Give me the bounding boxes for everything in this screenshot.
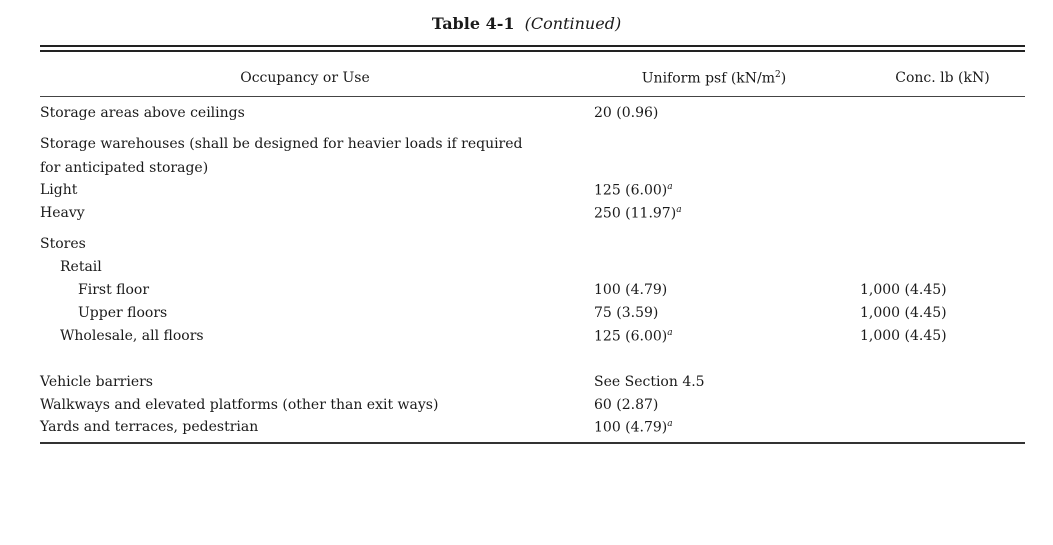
uniform-value: 125 (6.00) [594,328,668,345]
uniform-value: 20 (0.96) [594,105,659,121]
row-use: Storage areas above ceilings [40,105,245,121]
uniform-value: 100 (4.79) [594,419,668,436]
table-continued-label: (Continued) [524,14,622,33]
row-uniform [594,283,667,297]
row-conc: 1,000 (4.45) [860,305,947,321]
header-uniform-text: Uniform psf (kN/m [641,70,776,87]
row-conc: 1,000 (4.45) [860,282,947,298]
header-uniform-superscript: 2 [775,70,781,80]
top-rule-second [40,50,1025,52]
uniform-value: 125 (6.00) [594,182,668,199]
row-use: First floor [78,282,150,298]
uniform-value: 60 (2.87) [594,397,659,413]
row-uniform [594,306,658,320]
row-conc: 1,000 (4.45) [860,328,947,344]
header-uniform-close: ) [780,70,787,87]
uniform-value: 250 (11.97) [594,205,677,222]
row-uniform [594,420,673,435]
row-uniform [594,329,673,344]
row-use: Retail [60,259,102,275]
header-uniform [594,70,834,87]
row-use: Heavy [40,205,85,221]
uniform-value: 75 (3.59) [594,305,659,321]
table-number: Table 4-1 [431,14,515,33]
header-occupancy: Occupancy or Use [240,70,370,86]
bottom-rule [40,442,1025,444]
row-use: Upper floors [78,305,168,321]
table-caption [0,14,1053,33]
footnote-marker: a [667,182,673,192]
footnote-marker: a [667,328,673,338]
row-use: Storage warehouses (shall be designed for heavier loads if required [40,136,523,152]
top-rule [40,45,1025,47]
row-use: Yards and terraces, pedestrian [40,419,259,435]
footnote-marker: a [667,419,673,429]
footnote-marker: a [676,205,682,215]
row-uniform [594,375,705,389]
row-uniform [594,183,673,198]
uniform-value: See Section 4.5 [594,374,705,390]
row-uniform [594,398,658,412]
header-concentrated: Conc. lb (kN) [895,70,990,86]
row-use: Stores [40,236,86,252]
row-use: Wholesale, all floors [60,328,204,344]
row-use: Vehicle barriers [40,374,153,390]
row-use: Light [40,182,78,198]
uniform-value: 100 (4.79) [594,282,668,298]
row-use-continued: for anticipated storage) [40,160,209,176]
header-rule [40,96,1025,97]
row-uniform [594,206,682,221]
row-uniform [594,106,658,120]
row-use: Walkways and elevated platforms (other than exit ways) [40,397,439,413]
